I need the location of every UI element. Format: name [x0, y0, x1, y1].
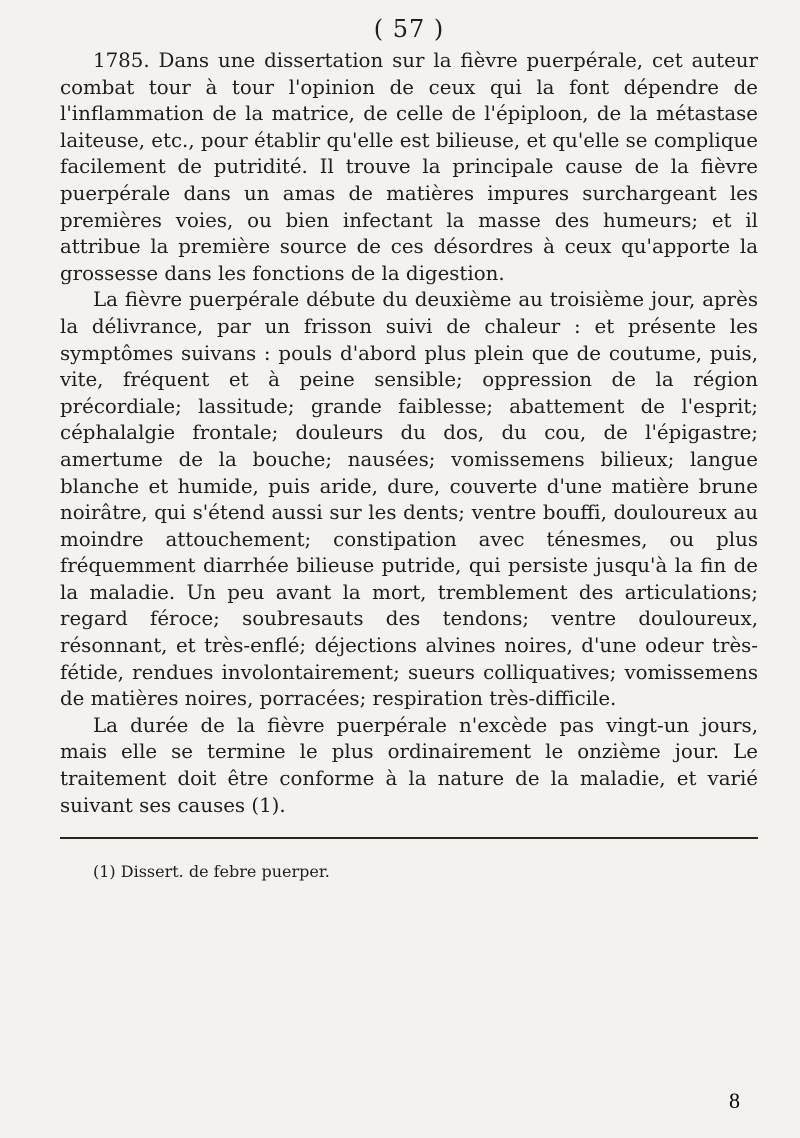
document-page — [60, 14, 758, 1124]
signature-mark: 8 — [729, 1088, 740, 1113]
footnote: (1) Dissert. de febre puerper. — [93, 862, 330, 882]
page-number: ( 57 ) — [373, 15, 445, 43]
paragraph-1: 1785. Dans une dissertation sur la fièvre puerpérale, cet auteur combat tour à tour l'opinion de ceux qui la font dépendre de l'inflammation de la matrice, de celle de l'épiploon, de la métastase laiteuse, etc., pour établir qu'elle est bilieuse, et qu'elle se complique facilement de putridité. Il trouve la principale cause de la fièvre puerpérale dans un amas de matières impures surchargeant les premières voies, ou bien infectant la masse des humeurs; et il attribue la première source de ces désordres à ceux qu'apporte la grossesse dans les fonctions de la digestion. — [60, 49, 758, 285]
footnote-divider — [60, 837, 758, 839]
body-text — [60, 48, 758, 819]
paragraph-3: La durée de la fièvre puerpérale n'excède pas vingt-un jours, mais elle se termine le plus ordinairement le onzième jour. Le traitement doit être conforme à la nature de la maladie, et varié suivant ses causes (1). — [60, 713, 758, 817]
paragraph-2: La fièvre puerpérale débute du deuxième au troisième jour, après la délivrance, par un frisson suivi de chaleur : et présente les symptômes suivans : pouls d'abord plus plein que de coutume, puis, vite, fréquent et à peine sensible; oppression de la région précordiale; lassitude; grande faiblesse; abattement de l'esprit; céphalalgie frontale; douleurs du dos, du cou, de l'épigastre; amertume de la bouche; nausées; vomissemens bilieux; langue blanche et humide, puis aride, dure, couverte d'une matière brune noirâtre, qui s'étend aussi sur les dents; ventre bouffi, douloureux au moindre attouchement; constipation avec ténesmes, ou plus fréquemment diarrhée bilieuse putride, qui persiste jusqu'à la fin de la maladie. Un peu avant la mort, tremblement des articulations; regard féroce; soubresauts des tendons; ventre douloureux, résonnant, et très-enflé; déjections alvines noires, d'une odeur très-fétide, rendues involontairement; sueurs colliquatives; vomissemens de matières noires, porracées; respiration très-difficile. — [60, 288, 758, 711]
